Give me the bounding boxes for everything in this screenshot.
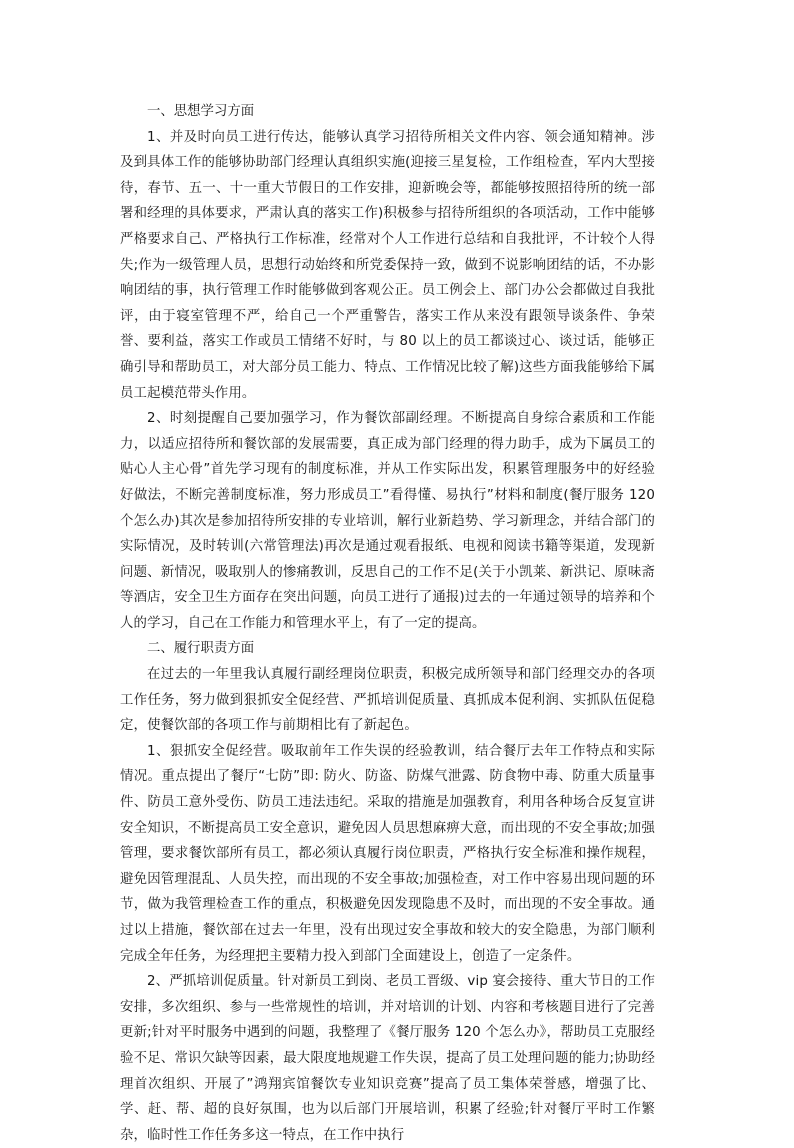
paragraph-study-1: 1、并及时向员工进行传达，能够认真学习招待所相关文件内容、领会通知精神。涉及到具体工作的能够协助部门经理认真组织实施(迎接三星复检，工作组检查，军内大型接待，春节、五一、十一重大节假日的工作安排，迎新晚会等，都能够按照招待所的统一部署和经理的具体要求，严肃认真的落实工作)积极参与招待所组织的各项活动，工作中能够严格要求自己、严格执行工作标准，经常对个人工作进行总结和自我批评，不计较个人得失;作为一级管理人员，思想行动始终和所党委保持一致，做到不说影响团结的话，不办影响团结的事，执行管理工作时能够做到客观公正。员工例会上、部门办公会都做过自我批评，由于寝室管理不严，给自己一个严重警告，落实工作从来没有跟领导谈条件、争荣誉、要利益，落实工作或员工情绪不好时，与 80 以上的员工都谈过心、谈过话，能够正确引导和帮助员工，对大部分员工能力、特点、工作情况比较了解)这些方面我能够给下属员工起模范带头作用。 <box>120 129 655 401</box>
section-heading-thought-study: 一、思想学习方面 <box>147 104 255 119</box>
paragraph-study-2: 2、时刻提醒自己要加强学习，作为餐饮部副经理。不断提高自身综合素质和工作能力，以适应招待所和餐饮部的发展需要，真正成为部门经理的得力助手，成为下属员工的贴心人主心骨”首先学习现有的制度标准，并从工作实际出发，积累管理服务中的好经验好做法，不断完善制度标准，努力形成员工”看得懂、易执行”材料和制度(餐厅服务 120 个怎么办)其次是参加招待所安排的专业培训，解行业新趋势、学习新理念，并结合部门的实际情况，及时转训(六常管理法)再次是通过观看报纸、电视和阅读书籍等渠道，发现新问题、新情况，吸取别人的惨痛教训，反思自己的工作不足(关于小凯莱、新洪记、原味斋等酒店，安全卫生方面存在突出问题，向员工进行了通报)过去的一年通过领导的培养和个人的学习，自己在工作能力和管理水平上，有了一定的提高。 <box>120 411 655 631</box>
document-page <box>120 99 655 1148</box>
section-heading-duties: 二、履行职责方面 <box>147 641 255 657</box>
paragraph-duties-safety: 1、狠抓安全促经营。吸取前年工作失误的经验教训，结合餐厅去年工作特点和实际情况。重点提出了餐厅“七防”即: 防火、防盗、防煤气泄露、防食物中毒、防重大质量事件、防员工意外受伤、防员工违法违纪。采取的措施是加强教育，利用各种场合反复宣讲安全知识，不断提高员工安全意识，避免因人员思想麻痹大意，而出现的不安全事故;加强管理，要求餐饮部所有员工，都必须认真履行岗位职责，严格执行安全标准和操作规程，避免因管理混乱、人员失控，而出现的不安全事故;加强检查，对工作中容易出现问题的环节，做为我管理检查工作的重点，积极避免因发现隐患不及时，而出现的不安全事故。通过以上措施，餐饮部在过去一年里，没有出现过安全事故和较大的安全隐患，为部门顺利完成全年任务，为经理把主要精力投入到部门全面建设上，创造了一定条件。 <box>120 743 655 964</box>
paragraph-duties-intro: 在过去的一年里我认真履行副经理岗位职责，积极完成所领导和部门经理交办的各项工作任务，努力做到狠抓安全促经营、严抓培训促质量、真抓成本促利润、实抓队伍促稳定，使餐饮部的各项工作与前期相比有了新起色。 <box>120 667 655 734</box>
paragraph-duties-training: 2、严抓培训促质量。针对新员工到岗、老员工晋级、vip 宴会接待、重大节日的工作安排，多次组织、参与一些常规性的培训，并对培训的计划、内容和考核题目进行了完善更新;针对平时服务中遇到的问题，我整理了《餐厅服务 120 个怎么办》，帮助员工克服经验不足、常识欠缺等因素，最大限度地规避工作失误，提高了员工处理问题的能力;协助经理首次组织、开展了”鸿翔宾馆餐饮专业知识竞赛”提高了员工集体荣誉感，增强了比、学、赶、帮、超的良好氛围，也为以后部门开展培训，积累了经验;针对餐厅平时工作繁杂，临时性工作任务多这一特点，在工作中执行 <box>120 974 655 1143</box>
